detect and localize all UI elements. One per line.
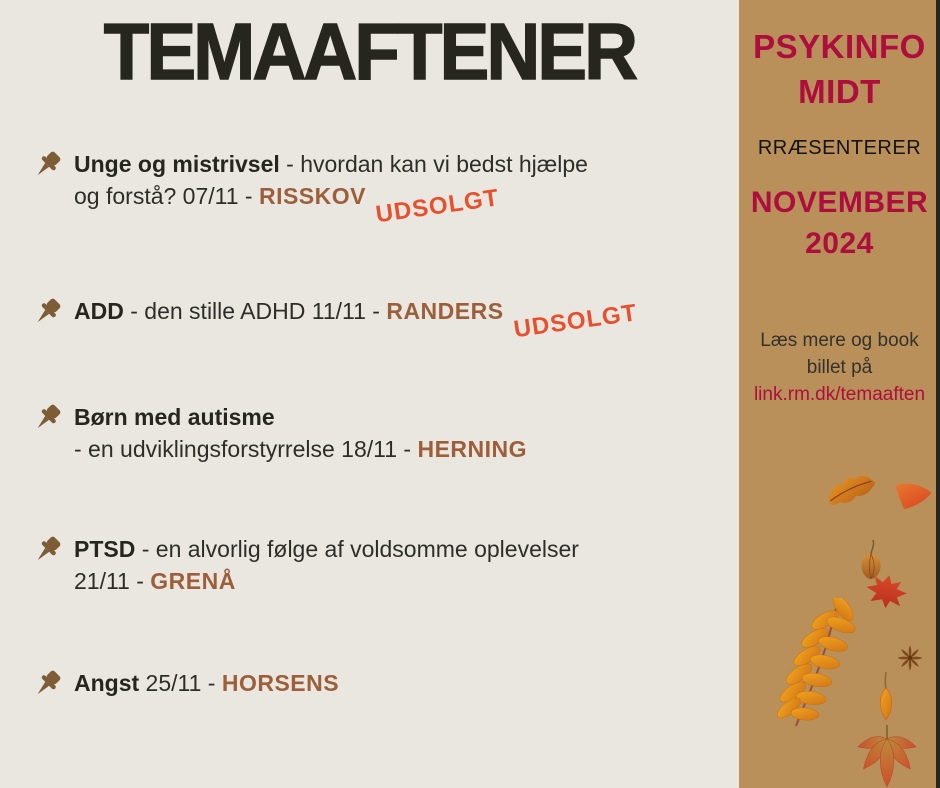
month-line-1: NOVEMBER bbox=[750, 186, 929, 219]
pushpin-icon bbox=[28, 295, 64, 331]
maple-leaf-image bbox=[863, 573, 909, 609]
city-label: GRENÅ bbox=[150, 568, 236, 594]
event-title: Unge og mistrivsel bbox=[74, 151, 280, 177]
pushpin-icon bbox=[28, 401, 64, 437]
brand-title bbox=[739, 24, 940, 114]
event-text bbox=[74, 148, 588, 229]
month-line-2: 2024 bbox=[805, 227, 874, 260]
event-text bbox=[74, 667, 339, 699]
event-description: - den stille ADHD 11/11 - bbox=[123, 298, 387, 324]
event-item-unge-og-mistrivsel bbox=[28, 148, 588, 229]
booking-link[interactable]: link.rm.dk/temaaften bbox=[753, 384, 926, 405]
brand-line-2: MIDT bbox=[798, 73, 881, 110]
pushpin-icon bbox=[28, 148, 64, 184]
event-title: Børn med autisme bbox=[74, 404, 275, 430]
city-label: HERNING bbox=[417, 436, 528, 462]
event-description: 21/11 - bbox=[74, 568, 151, 594]
event-text bbox=[74, 295, 639, 344]
creeper-leaf-image bbox=[835, 723, 939, 788]
sidebar-panel bbox=[739, 0, 940, 788]
booking-line-2: billet på bbox=[806, 357, 873, 378]
event-description: 25/11 - bbox=[139, 670, 222, 696]
soldout-badge: UDSOLGT bbox=[511, 299, 639, 344]
presents-label: RRÆSENTERER bbox=[757, 137, 922, 159]
brand-line-1: PSYKINFO bbox=[753, 28, 926, 65]
oak-leaf-image bbox=[823, 470, 879, 510]
event-text bbox=[74, 533, 579, 597]
event-text bbox=[74, 401, 527, 465]
event-description: - en udviklingsforstyrrelse 18/11 - bbox=[74, 436, 418, 462]
poster-title: TEMAAFTENER bbox=[103, 7, 636, 96]
event-description: - hvordan kan vi bedst hjælpe bbox=[279, 151, 588, 177]
booking-info bbox=[739, 327, 940, 381]
event-item-add bbox=[28, 295, 639, 344]
city-label: RISSKOV bbox=[258, 183, 366, 209]
event-item-ptsd bbox=[28, 533, 579, 597]
month-label bbox=[739, 182, 940, 264]
event-description: - en alvorlig følge af voldsomme oplevelser bbox=[135, 536, 579, 562]
pushpin-icon bbox=[28, 667, 64, 703]
city-label: RANDERS bbox=[386, 298, 504, 324]
right-edge-strip bbox=[936, 0, 940, 788]
event-item-angst bbox=[28, 667, 339, 703]
event-title: Angst bbox=[74, 670, 140, 696]
city-label: HORSENS bbox=[221, 670, 340, 696]
booking-line-1: Læs mere og book bbox=[760, 330, 919, 351]
event-title: ADD bbox=[74, 298, 124, 324]
event-description: og forstå? 07/11 - bbox=[74, 183, 259, 209]
pushpin-icon bbox=[28, 533, 64, 569]
event-title: PTSD bbox=[74, 536, 136, 562]
soldout-badge: UDSOLGT bbox=[374, 184, 501, 229]
red-leaf-fragment-image bbox=[891, 480, 933, 514]
event-item-boern-med-autisme bbox=[28, 401, 527, 465]
star-anise-image bbox=[895, 643, 925, 673]
rowan-leaf-image bbox=[775, 598, 859, 730]
small-orange-leaf-image bbox=[875, 670, 897, 724]
